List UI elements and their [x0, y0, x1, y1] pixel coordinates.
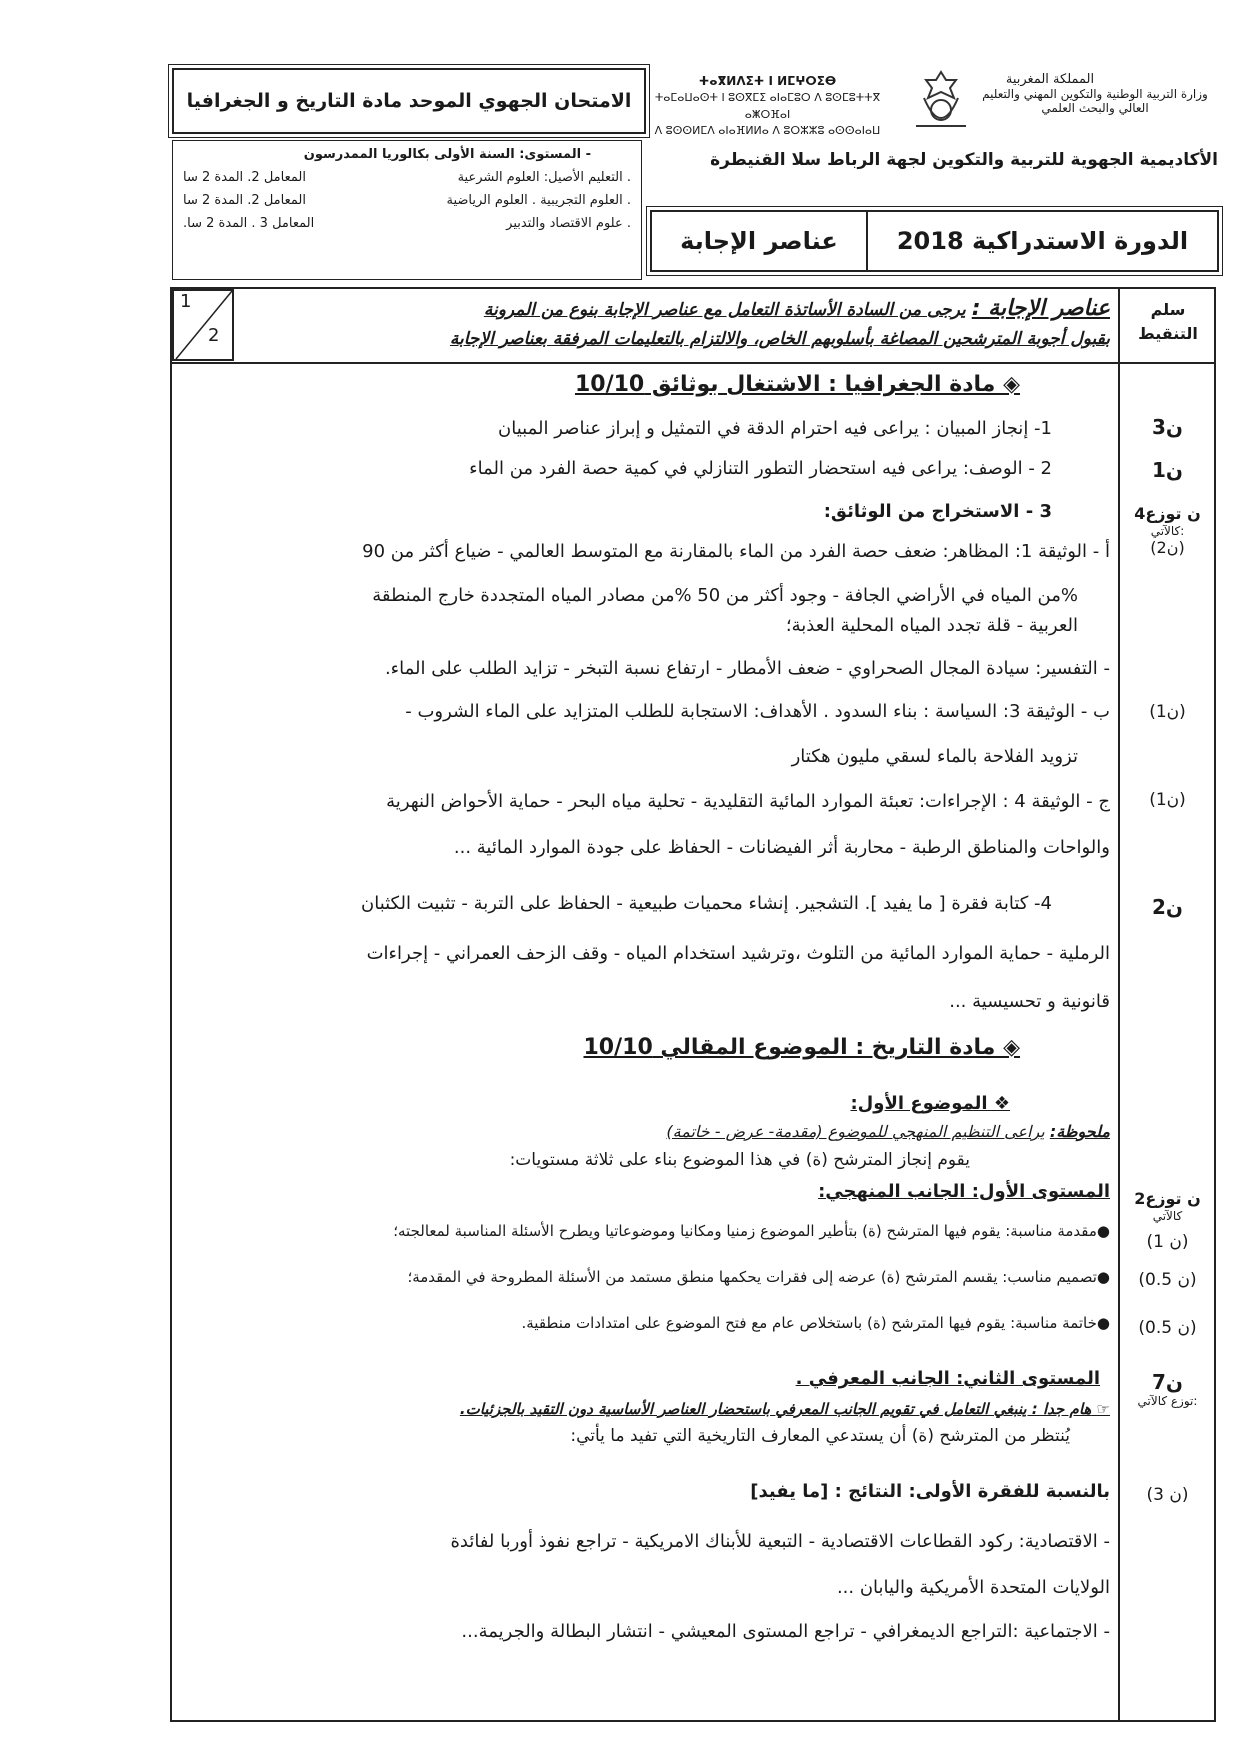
grading-header: سلم التنقيط — [1138, 300, 1198, 343]
geo-q1: 1- إنجاز المبيان : يراعى فيه احترام الدقة في التمثيل و إبراز عناصر المبيان — [498, 418, 1052, 439]
score-method — [1120, 1185, 1215, 1223]
geo-q4-c: قانونية و تحسيسية ... — [949, 991, 1110, 1012]
page-number: 1 — [180, 291, 192, 312]
hist-method-2: ● تصميم مناسب: يقسم المترشح (ة) عرضه إلى فقرات يحكمها منطق مستمد من الأسئلة المطروحة في المقدمة؛ — [250, 1268, 1110, 1286]
hist-method-3: ● خاتمة مناسبة: يقوم فيها المترشح (ة) باستخلاص عام مع فتح الموضوع على امتدادات منطقية. — [250, 1314, 1110, 1332]
hist-title: ◈ مادة التاريخ : الموضوع المقالي 10/10 — [583, 1035, 1020, 1060]
score-knowledge-total: 7ن — [1152, 1370, 1183, 1394]
score-knowledge — [1120, 1370, 1215, 1408]
instructions-divider — [170, 362, 1216, 364]
geo-doc3-a: ب - الوثيقة 3: السياسة : بناء السدود . الأهداف: الاستجابة للطلب المتزايد على الماء الشروب - — [405, 701, 1110, 722]
page-total: 2 — [208, 325, 220, 346]
score-q1: 3ن — [1152, 415, 1183, 439]
exam-title: الامتحان الجهوي الموحد مادة التاريخ و الجغرافيا — [172, 68, 646, 134]
hist-social: - الاجتماعية :التراجع الديمغرافي - تراجع المستوى المعيشي - انتشار البطالة والجريمة... — [461, 1621, 1110, 1642]
geo-doc4-a: ج - الوثيقة 4 : الإجراءات: تعبئة الموارد المائية التقليدية - تحلية مياه البحر - حماية الأحواض النهرية — [386, 791, 1110, 812]
hist-para-1: بالنسبة للفقرة الأولى: النتائج : [ما يفيد] — [750, 1481, 1110, 1502]
emblem-icon — [910, 68, 972, 138]
score-knowledge-sub: توزع كالآتي: — [1137, 1394, 1198, 1408]
track-coef: المعامل 2. المدة 2 سا — [183, 193, 306, 208]
geo-q2: 2 - الوصف: يراعى فيه استحضار التطور التنازلي في كمية حصة الفرد من الماء — [469, 458, 1052, 479]
ministry-name: وزارة التربية الوطنية والتكوين المهني والتعليم العالي والبحث العلمي — [982, 87, 1208, 115]
track-label: . التعليم الأصيل: العلوم الشرعية — [457, 170, 631, 185]
hist-expect: يُنتظر من المترشح (ة) أن يستدعي المعارف التاريخية التي تفيد ما يأتي: — [570, 1426, 1070, 1446]
exam-info-box — [172, 140, 642, 280]
track-row — [183, 193, 631, 208]
score-q4: 2ن — [1152, 895, 1183, 919]
answer-elements-label: عناصر الإجابة — [652, 212, 868, 270]
geo-doc3-b: تزويد الفلاحة بالماء لسقي مليون هكتار — [791, 746, 1078, 767]
geo-doc1-d: - التفسير: سيادة المجال الصحراوي - ضعف الأمطار - ارتفاع نسبة التبخر - تزايد الطلب على الماء. — [384, 658, 1110, 679]
geo-doc1-a: أ - الوثيقة 1: المظاهر: ضعف حصة الفرد من الماء بالمقارنة مع المتوسط العالمي - ضياع أكثر من 90 — [362, 541, 1110, 562]
hist-level-2: المستوى الثاني: الجانب المعرفي . — [795, 1368, 1100, 1389]
track-label: . العلوم التجريبية . العلوم الرياضية — [446, 193, 631, 208]
score-q3 — [1120, 500, 1215, 557]
hist-note-text: يراعى التنظيم المنهجي للموضوع (مقدمة- عرض - خاتمة) — [666, 1122, 1045, 1141]
score-q2: 1ن — [1152, 458, 1183, 482]
session-label: الدورة الاستدراكية 2018 — [896, 227, 1189, 255]
track-coef: المعامل 2. المدة 2 سا — [183, 170, 306, 185]
instructions-label: عناصر الإجابة : — [971, 296, 1110, 321]
geo-q4-b: الرملية - حماية الموارد المائية من التلوث ،وترشيد استخدام المياه - وقف الزحف العمراني - إجراءات — [366, 943, 1110, 964]
score-q3-doc3: (1ن) — [1149, 702, 1186, 722]
geo-doc1-b: %من المياه في الأراضي الجافة - وجود أكثر من 50 %من مصادر المياه المتجددة خارج المنطقة — [372, 585, 1078, 606]
hist-note — [460, 1122, 1110, 1141]
hist-subject-1: ❖ الموضوع الأول: — [850, 1093, 1010, 1114]
hist-note-label: ملحوظة: — [1049, 1122, 1110, 1141]
track-label: . علوم الاقتصاد والتدبير — [506, 216, 631, 231]
score-q3-doc4: (1ن) — [1149, 790, 1186, 810]
score-method-sub: كالآتي — [1152, 1209, 1183, 1223]
track-row — [183, 216, 631, 231]
track-coef: المعامل 3 . المدة 2 سا. — [183, 216, 315, 231]
tifinagh-line-2: ⵜⴰⵎⴰⵡⴰⵙⵜ ⵏ ⵓⵙⴳⵎⵉ ⴰⵏⴰⵎⵓⵔ ⴷ ⵓⵙⵎⵓⵜⵜⴳ ⴰⵥⵔⴼⴰⵏ — [654, 91, 881, 121]
hist-levels-intro: يقوم إنجاز المترشح (ة) في هذا الموضوع بناء على ثلاثة مستويات: — [509, 1150, 970, 1170]
hand-pointer-icon: ☞ — [1096, 1400, 1110, 1418]
level-text: - المستوى: السنة الأولى بكالوريا الممدرسون — [303, 147, 591, 162]
score-para-1: (3 ن) — [1146, 1485, 1189, 1505]
geo-q4-a: 4- كتابة فقرة [ ما يفيد ]. التشجير. إنشاء محميات طبيعية - الحفاظ على التربة - تثبيت الكثبان — [360, 893, 1052, 914]
hist-important-text: هام جدا : ينبغي التعامل في تقويم الجانب المعرفي باستحضار العناصر الأساسية دون التقيد بالجزئيات. — [459, 1400, 1092, 1418]
hist-level-1: المستوى الأول: الجانب المنهجي: — [818, 1181, 1110, 1202]
hist-eco-a: - الاقتصادية: ركود القطاعات الاقتصادية - التبعية للأبناك الامريكية - تراجع نفوذ أوربا لفائدة — [450, 1531, 1110, 1552]
kingdom-name: المملكة المغربية — [1005, 72, 1095, 87]
tifinagh-block — [640, 72, 895, 140]
geo-q3: 3 - الاستخراج من الوثائق: — [823, 501, 1052, 522]
score-method-3: (0.5 ن) — [1138, 1318, 1197, 1338]
score-q3-total: 4ن توزع — [1134, 504, 1201, 523]
score-q3-sub: كالآتي: — [1150, 524, 1185, 538]
hist-important — [300, 1400, 1110, 1418]
instructions-line-2: بقبول أجوبة المترشحين المصاغة بأسلوبهم الخاص، والالتزام بالتعليمات المرفقة بعناصر الإجابة — [449, 329, 1110, 350]
tifinagh-line-3: ⴷ ⵓⵙⵙⵍⵎⴷ ⴰⵏⴰⴼⵍⵍⴰ ⴷ ⵓⵔⵣⵣⵓ ⴰⵙⵙⴰⵏⴰⵡ — [654, 124, 881, 137]
score-method-total: 2ن توزع — [1134, 1189, 1201, 1208]
tifinagh-line-1: ⵜⴰⴳⵍⴷⵉⵜ ⵏ ⵍⵎⵖⵔⵉⴱ — [698, 74, 837, 88]
hist-method-1: ● مقدمة مناسبة: يقوم فيها المترشح (ة) بتأطير الموضوع زمنيا ومكانيا وموضوعاتيا ويطرح الأسئلة المناسبة لمعالجته؛ — [180, 1222, 1110, 1240]
session-box — [650, 210, 1219, 272]
geo-title: ◈ مادة الجغرافيا : الاشتغال بوثائق 10/10 — [574, 372, 1020, 397]
score-method-1: (1 ن) — [1146, 1232, 1189, 1252]
geo-doc1-c: العربية - قلة تجدد المياه المحلية العذبة؛ — [785, 615, 1078, 636]
score-method-2: (0.5 ن) — [1138, 1270, 1197, 1290]
geo-doc4-b: والواحات والمناطق الرطبة - محاربة أثر الفيضانات - الحفاظ على جودة الموارد المائية ... — [453, 837, 1110, 858]
instructions — [250, 292, 1110, 352]
academy-name: الأكاديمية الجهوية للتربية والتكوين لجهة الرباط سلا القنيطرة — [710, 150, 1218, 170]
score-q3-doc1: (2ن) — [1150, 538, 1185, 557]
hist-eco-b: الولايات المتحدة الأمريكية واليابان ... — [836, 1577, 1110, 1598]
track-row — [183, 170, 631, 185]
page-fraction — [172, 289, 234, 361]
instructions-line-1: يرجى من السادة الأساتذة التعامل مع عناصر الإجابة بنوع من المرونة — [483, 300, 966, 320]
